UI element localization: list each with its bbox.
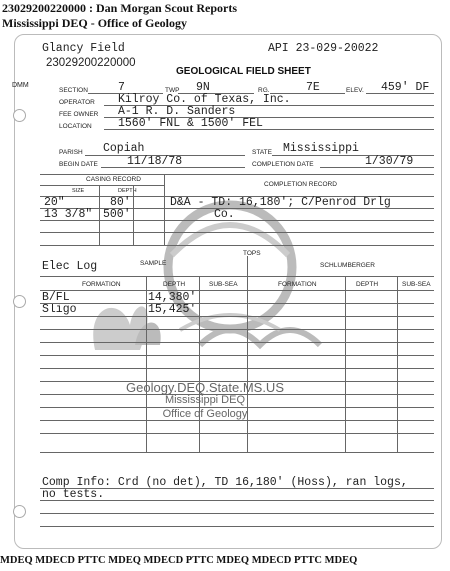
tops-depth-cell: 14,380' [148, 291, 197, 304]
operator-value: Kilroy Co. of Texas, Inc. [118, 93, 291, 106]
rule [40, 513, 434, 514]
rg-label: RG. [258, 87, 270, 94]
rule [40, 303, 434, 304]
tops-column-header: FORMATION [278, 281, 317, 288]
rule [40, 232, 164, 233]
begin-date-label: BEGIN DATE [59, 161, 98, 168]
rule [99, 185, 100, 245]
tops-column-header: DEPTH [163, 281, 186, 288]
rule [40, 433, 434, 434]
punch-hole [13, 295, 26, 308]
rule [40, 342, 434, 343]
casing-depth-cell: 80' [110, 196, 131, 209]
state-value: Mississippi [283, 142, 359, 155]
rule [40, 329, 434, 330]
api-text: API 23-029-20022 [268, 42, 379, 55]
rule [40, 368, 434, 369]
punch-hole [13, 505, 26, 518]
twp-label: TWP [165, 87, 180, 94]
rule [40, 174, 434, 175]
completion-record-line1: D&A - TD: 16,180'; C/Penrod Drlg [170, 196, 391, 209]
rule [40, 245, 434, 246]
rule [40, 185, 164, 186]
tops-label: TOPS [243, 250, 261, 257]
rule [40, 355, 434, 356]
fee-owner-label: FEE OWNER [59, 111, 99, 118]
completion-date-value: 1/30/79 [365, 155, 414, 168]
rule [40, 316, 434, 317]
elec-log-label: Elec Log [42, 260, 98, 273]
rule [104, 129, 434, 130]
rule [164, 208, 434, 209]
rule [133, 185, 134, 245]
rg-value: 7E [306, 81, 320, 94]
rule [40, 420, 434, 421]
elev-value: 459' DF [381, 81, 430, 94]
fee-owner-value: A-1 R. D. Sanders [118, 105, 236, 118]
parish-value: Copiah [103, 142, 145, 155]
tops-depth-cell: 15,425' [148, 303, 197, 316]
rule [40, 500, 434, 501]
rule [40, 381, 434, 382]
operator-label: OPERATOR [59, 99, 95, 106]
tops-formation-cell: B/FL [42, 291, 70, 304]
casing-size-cell: 13 3/8" [44, 208, 93, 221]
comp-info-line1: Comp Info: Crd (no det), TD 16,180' (Hoss), ran logs, [42, 476, 408, 489]
tops-formation-cell: Sligo [42, 303, 77, 316]
api-number: 23029200220000 [46, 57, 136, 69]
section-label: SECTION [59, 87, 88, 94]
rule [40, 290, 434, 291]
report-subtitle: Mississippi DEQ - Office of Geology [2, 16, 187, 30]
footer-banner: MDEQ MDECD PTTC MDEQ MDECD PTTC MDEQ MDECD PTTC MDEQ [0, 555, 358, 566]
tops-column-header: FORMATION [82, 281, 121, 288]
begin-date-value: 11/18/78 [127, 155, 183, 168]
completion-date-label: COMPLETION DATE [252, 161, 314, 168]
depth-column-label: DEPTH [118, 188, 137, 194]
location-value: 1560' FNL & 1500' FEL [118, 117, 263, 130]
rule [320, 167, 434, 168]
casing-depth-cell: 500' [103, 208, 131, 221]
rule [247, 256, 248, 452]
twp-value: 9N [196, 81, 210, 94]
tops-column-header: SUB-SEA [402, 281, 431, 288]
report-title: 23029200220000 : Dan Morgan Scout Reports [2, 1, 237, 15]
rule [164, 232, 434, 233]
watermark-url: Geology.DEQ.State.MS.US [126, 380, 284, 395]
completion-record-label: COMPLETION RECORD [264, 181, 337, 188]
comp-info-line2: no tests. [42, 488, 105, 501]
tops-column-header: DEPTH [356, 281, 379, 288]
watermark-line2: Mississippi DEQ [164, 394, 246, 406]
punch-hole [13, 109, 26, 122]
location-label: LOCATION [59, 123, 92, 130]
field-name: Glancy Field [42, 42, 125, 55]
rule [164, 174, 165, 245]
rule [40, 276, 434, 277]
rule [40, 452, 434, 453]
parish-label: PARISH [59, 149, 83, 156]
watermark-line3: Office of Geology [162, 408, 248, 420]
initials: DMM [12, 82, 29, 89]
size-column-label: SIZE [72, 188, 85, 194]
rule [40, 220, 164, 221]
tops-column-header: SUB-SEA [209, 281, 238, 288]
rule [164, 220, 434, 221]
completion-record-line2: Co. [214, 208, 235, 221]
rule [40, 526, 434, 527]
casing-record-label: CASING RECORD [86, 176, 141, 183]
sample-label: SAMPLE [140, 260, 167, 267]
rule [101, 167, 245, 168]
sheet-title: GEOLOGICAL FIELD SHEET [176, 66, 311, 77]
rule [40, 394, 434, 395]
rule [40, 407, 434, 408]
schlumberger-label: SCHLUMBERGER [320, 262, 375, 269]
casing-size-cell: 20" [44, 196, 65, 209]
state-label: STATE [252, 149, 272, 156]
rule [366, 93, 434, 94]
section-value: 7 [118, 81, 125, 94]
elev-label: ELEV. [346, 87, 364, 94]
